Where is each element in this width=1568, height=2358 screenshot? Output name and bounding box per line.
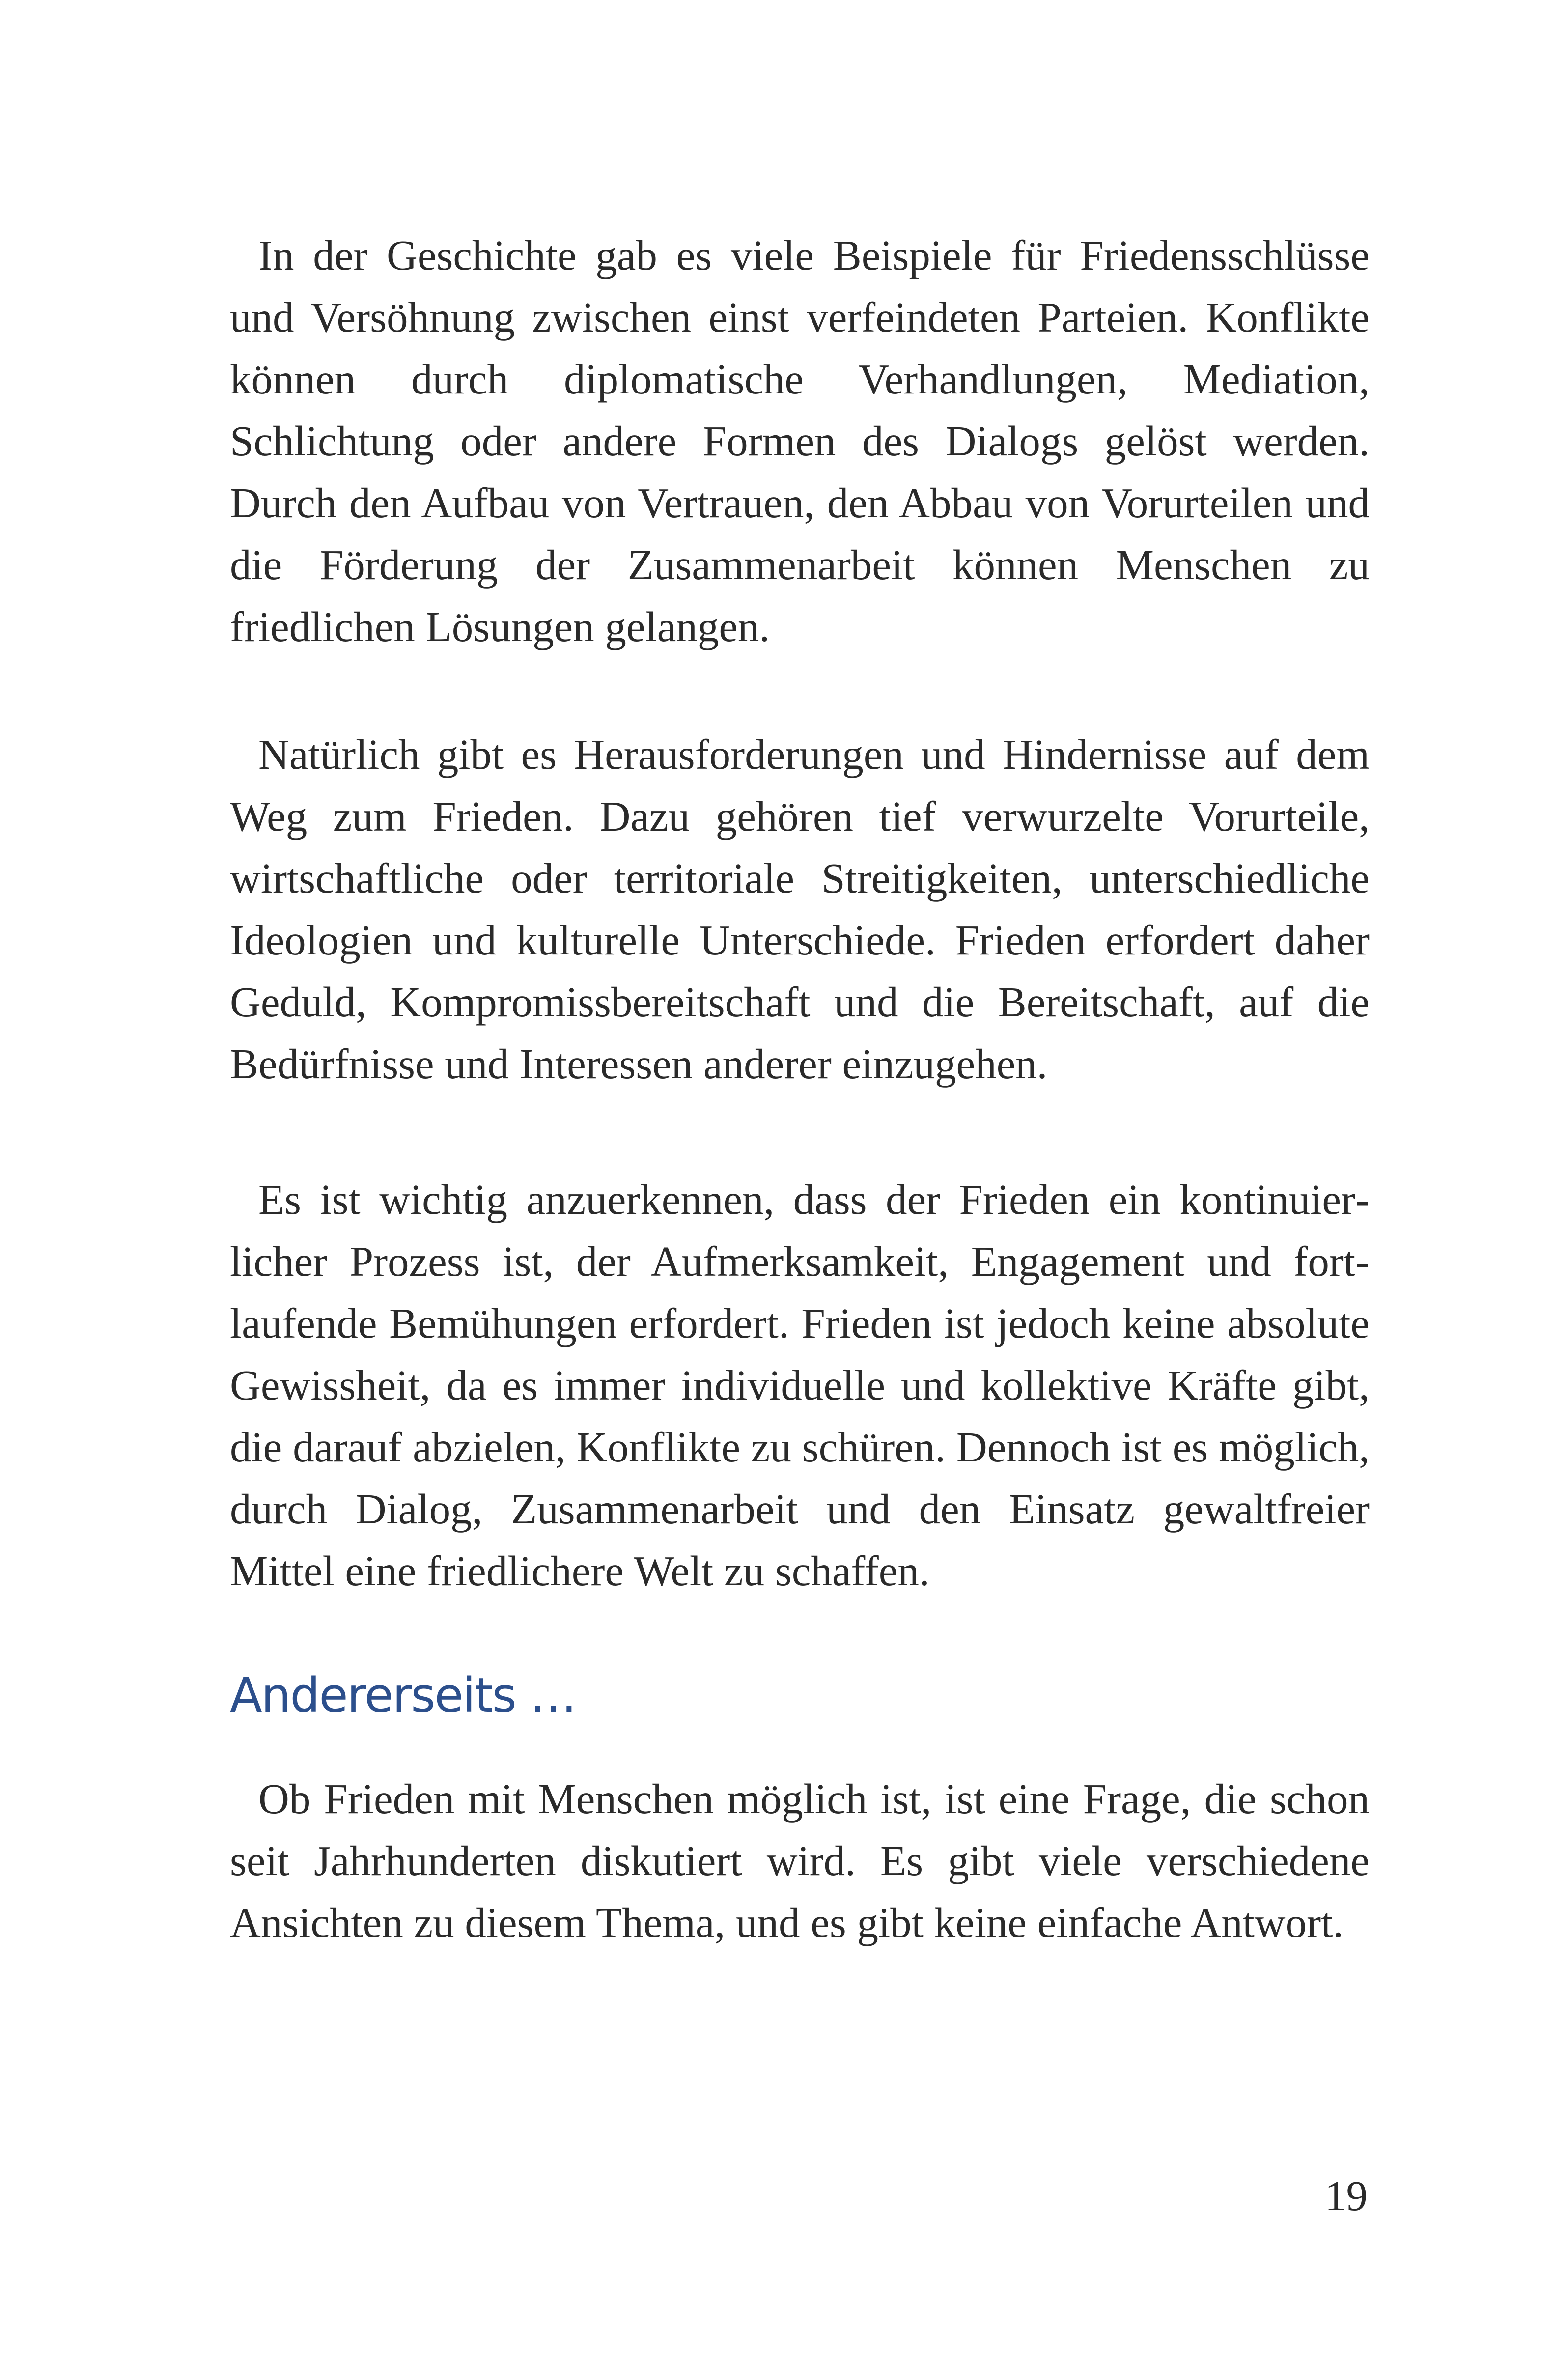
page-number: 19	[1325, 2172, 1368, 2219]
body-paragraph-4	[230, 1768, 1370, 1954]
body-paragraph-2	[230, 724, 1370, 1095]
paragraph-text: Ob Frieden mit Menschen möglich ist, ist eine Frage, die schon seit Jahrhunderten diskutiert wird. Es gibt viele verschiedene Ansichten zu diesem Thema, und es gibt keine einfache Antwort.	[230, 1775, 1370, 1946]
paragraph-text: In der Geschichte gab es viele Beispiele für Friedensschlüsse und Versöhnung zwischen einst verfeindeten Parteien. Konflikte können durch diplomatische Verhandlungen, Mediation, Schlichtung oder andere Formen des Dialogs gelöst werden. Durch den Aufbau von Vertrauen, den Abbau von Vorurteilen und die Förderung der Zusammenarbeit können Menschen zu friedlichen Lösungen gelangen.	[230, 231, 1370, 650]
paragraph-text: Natürlich gibt es Herausforderungen und Hindernisse auf dem Weg zum Frieden. Dazu gehören tief verwurzelte Vorurteile, wirtschaftliche oder territoriale Streitigkeiten, unterschiedliche Ideologien und kulturelle Unterschiede. Frieden erfordert daher Geduld, Kompromissbereitschaft und die Bereitschaft, auf die Bedürfnisse und Interessen anderer einzugehen.	[230, 730, 1370, 1088]
body-paragraph-1	[230, 225, 1370, 658]
paragraph-text: Es ist wichtig anzuerkennen, dass der Frieden ein kontinuierlicher Prozess ist, der Aufmerksamkeit, Engagement und fortlaufende Bemühungen erfordert. Frieden ist jedoch keine absolute Gewissheit, da es immer individuelle und kollektive Kräfte gibt, die darauf abzielen, Konflikte zu schüren. Dennoch ist es möglich, durch Dialog, Zusammenarbeit und den Einsatz gewaltfreier Mittel eine friedlichere Welt zu schaffen.	[230, 1176, 1370, 1595]
body-paragraph-3	[230, 1169, 1370, 1602]
section-heading: Andererseits …	[230, 1668, 576, 1723]
